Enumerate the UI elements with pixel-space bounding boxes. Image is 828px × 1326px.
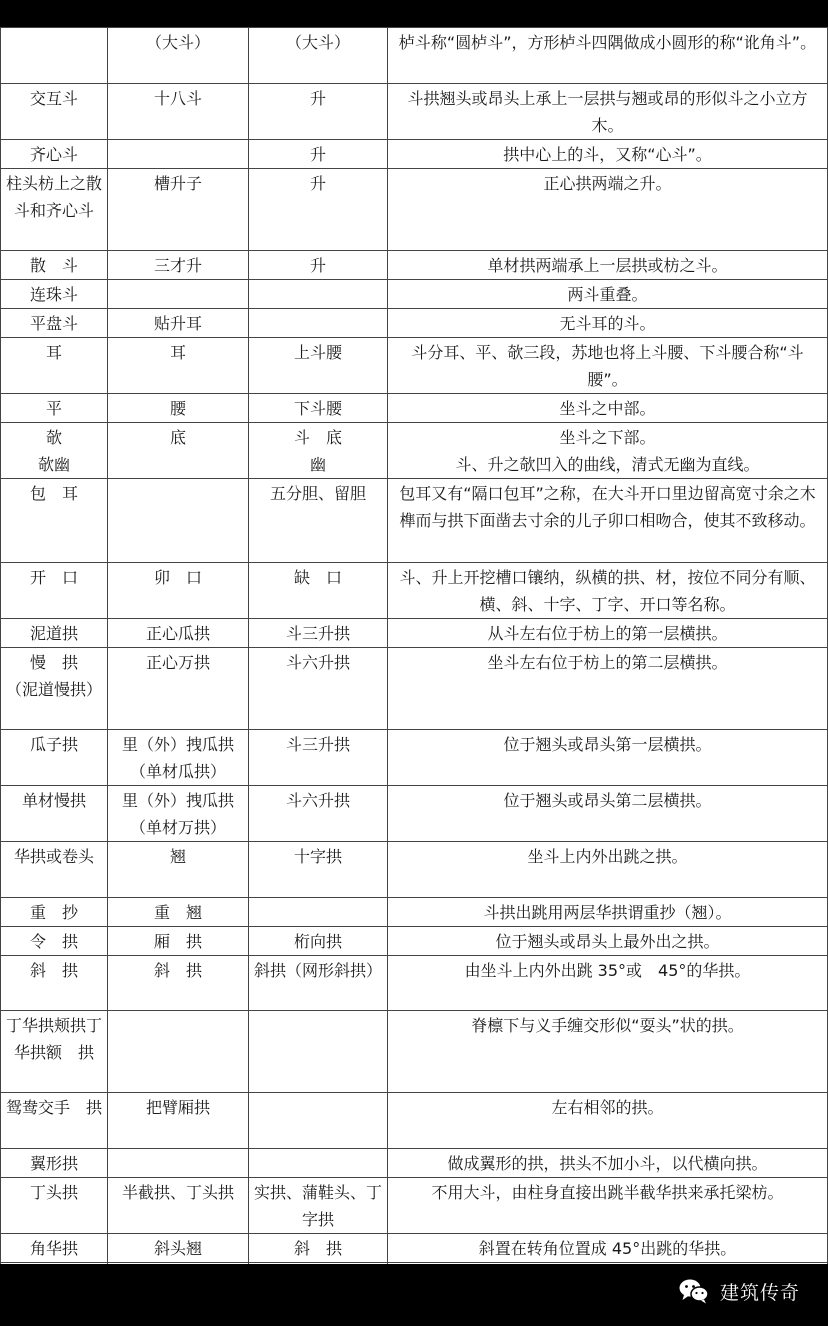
term-cell: 连珠斗 — [1, 280, 108, 309]
term-cell: 欹 欹幽 — [1, 423, 108, 479]
description-cell: 斜置在转角位置成 45°出跳的华拱。 — [388, 1234, 828, 1263]
other-term-cell — [249, 1011, 388, 1093]
term-cell: 斜 拱 — [1, 956, 108, 1011]
description-cell: 包耳又有“隔口包耳”之称，在大斗开口里边留高宽寸余之木榫而与拱下面凿去寸余的儿子卯口相吻合，使其不致移动。 — [388, 479, 828, 563]
description-cell: 栌斗称“圆栌斗”，方形栌斗四隅做成小圆形的称“讹角斗”。 — [388, 28, 828, 84]
table-row — [1, 619, 828, 648]
description-cell: 斗、升上开挖槽口镶纳，纵横的拱、材，按位不同分有顺、横、斜、十字、丁字、开口等名称。 — [388, 563, 828, 619]
alt-term-cell: 腰 — [108, 394, 249, 423]
alt-term-cell — [108, 140, 249, 169]
description-cell: 脊檩下与义手缠交形似“耍头”状的拱。 — [388, 1011, 828, 1093]
description-cell: 坐斗上内外出跳之拱。 — [388, 842, 828, 898]
bracket-terminology-table — [0, 27, 828, 1292]
description-cell: 不用大斗，由柱身直接出跳半截华拱来承托梁枋。 — [388, 1178, 828, 1234]
alt-term-cell — [108, 479, 249, 563]
term-cell — [1, 28, 108, 84]
table-row — [1, 479, 828, 563]
other-term-cell: 斜 拱 — [249, 1234, 388, 1263]
alt-term-cell: 贴升耳 — [108, 309, 249, 338]
other-term-cell: 斗六升拱 — [249, 648, 388, 730]
table-row — [1, 28, 828, 84]
description-cell: 由坐斗上内外出跳 35°或 45°的华拱。 — [388, 956, 828, 1011]
alt-term-cell: 正心万拱 — [108, 648, 249, 730]
alt-term-cell: 把臂厢拱 — [108, 1093, 249, 1149]
description-cell: 两斗重叠。 — [388, 280, 828, 309]
other-term-cell: 斗三升拱 — [249, 730, 388, 786]
table-row — [1, 898, 828, 927]
table-row — [1, 927, 828, 956]
alt-term-cell — [108, 280, 249, 309]
alt-term-cell: 半截拱、丁头拱 — [108, 1178, 249, 1234]
alt-term-cell: 斜 拱 — [108, 956, 249, 1011]
table-row — [1, 1093, 828, 1149]
description-cell: 位于翘头或昂头第一层横拱。 — [388, 730, 828, 786]
other-term-cell — [249, 309, 388, 338]
alt-term-cell — [108, 1011, 249, 1093]
table-row — [1, 956, 828, 1011]
alt-term-cell: 重 翘 — [108, 898, 249, 927]
term-cell: 令 拱 — [1, 927, 108, 956]
table-row — [1, 1234, 828, 1263]
top-black-bar — [0, 0, 828, 27]
other-term-cell: 桁向拱 — [249, 927, 388, 956]
other-term-cell: （大斗） — [249, 28, 388, 84]
other-term-cell — [249, 280, 388, 309]
term-cell: 齐心斗 — [1, 140, 108, 169]
term-cell: 瓜子拱 — [1, 730, 108, 786]
other-term-cell — [249, 1093, 388, 1149]
table-row — [1, 730, 828, 786]
alt-term-cell: 厢 拱 — [108, 927, 249, 956]
description-cell: 单材拱两端承上一层拱或枋之斗。 — [388, 251, 828, 280]
other-term-cell: 升 — [249, 140, 388, 169]
alt-term-cell: 里（外）拽瓜拱 （单材瓜拱） — [108, 730, 249, 786]
table-row — [1, 423, 828, 479]
term-cell: 平 — [1, 394, 108, 423]
description-cell: 左右相邻的拱。 — [388, 1093, 828, 1149]
other-term-cell: 上斗腰 — [249, 338, 388, 394]
table-row — [1, 1149, 828, 1178]
description-cell: 斗拱翘头或昂头上承上一层拱与翘或昂的形似斗之小立方木。 — [388, 84, 828, 140]
term-cell: 慢 拱 （泥道慢拱） — [1, 648, 108, 730]
alt-term-cell: （大斗） — [108, 28, 249, 84]
alt-term-cell: 正心瓜拱 — [108, 619, 249, 648]
wechat-watermark — [678, 1277, 800, 1305]
other-term-cell: 斗六升拱 — [249, 786, 388, 842]
description-cell: 从斗左右位于枋上的第一层横拱。 — [388, 619, 828, 648]
term-cell: 鸳鸯交手 拱 — [1, 1093, 108, 1149]
description-cell: 斗分耳、平、欹三段，苏地也将上斗腰、下斗腰合称“斗腰”。 — [388, 338, 828, 394]
other-term-cell: 升 — [249, 251, 388, 280]
table-row — [1, 309, 828, 338]
description-cell: 斗拱出跳用两层华拱谓重抄（翘）。 — [388, 898, 828, 927]
alt-term-cell: 底 — [108, 423, 249, 479]
term-cell: 单材慢拱 — [1, 786, 108, 842]
account-name: 建筑传奇 — [719, 1281, 800, 1304]
term-cell: 交互斗 — [1, 84, 108, 140]
alt-term-cell: 十八斗 — [108, 84, 249, 140]
other-term-cell: 缺 口 — [249, 563, 388, 619]
alt-term-cell — [108, 1149, 249, 1178]
alt-term-cell: 耳 — [108, 338, 249, 394]
description-cell: 做成翼形的拱，拱头不加小斗，以代横向拱。 — [388, 1149, 828, 1178]
other-term-cell — [249, 1149, 388, 1178]
wechat-icon — [678, 1277, 710, 1305]
table-row — [1, 84, 828, 140]
term-cell: 泥道拱 — [1, 619, 108, 648]
table-row — [1, 280, 828, 309]
bottom-black-bar — [0, 1264, 828, 1326]
other-term-cell: 升 — [249, 84, 388, 140]
term-cell: 角华拱 — [1, 1234, 108, 1263]
table-row — [1, 394, 828, 423]
term-cell: 丁华拱颊拱丁华拱额 拱 — [1, 1011, 108, 1093]
term-cell: 平盘斗 — [1, 309, 108, 338]
term-cell: 华拱或卷头 — [1, 842, 108, 898]
alt-term-cell: 卯 口 — [108, 563, 249, 619]
alt-term-cell: 三才升 — [108, 251, 249, 280]
term-cell: 重 抄 — [1, 898, 108, 927]
other-term-cell: 十字拱 — [249, 842, 388, 898]
description-cell: 拱中心上的斗，又称“心斗”。 — [388, 140, 828, 169]
description-cell: 正心拱两端之升。 — [388, 169, 828, 251]
term-cell: 丁头拱 — [1, 1178, 108, 1234]
other-term-cell: 斗三升拱 — [249, 619, 388, 648]
table-row — [1, 1178, 828, 1234]
other-term-cell: 五分胆、留胆 — [249, 479, 388, 563]
table-row — [1, 1011, 828, 1093]
other-term-cell: 实拱、蒲鞋头、丁字拱 — [249, 1178, 388, 1234]
description-cell: 位于翘头或昂头上最外出之拱。 — [388, 927, 828, 956]
alt-term-cell: 斜头翘 — [108, 1234, 249, 1263]
document-page — [0, 27, 828, 1264]
table-row — [1, 251, 828, 280]
term-cell: 包 耳 — [1, 479, 108, 563]
table-body — [1, 28, 828, 1292]
term-cell: 翼形拱 — [1, 1149, 108, 1178]
other-term-cell: 升 — [249, 169, 388, 251]
table-row — [1, 563, 828, 619]
term-cell: 散 斗 — [1, 251, 108, 280]
alt-term-cell: 里（外）拽瓜拱 （单材万拱） — [108, 786, 249, 842]
other-term-cell — [249, 898, 388, 927]
other-term-cell: 斗 底 幽 — [249, 423, 388, 479]
table-row — [1, 338, 828, 394]
description-cell: 坐斗左右位于枋上的第二层横拱。 — [388, 648, 828, 730]
table-row — [1, 169, 828, 251]
alt-term-cell: 翘 — [108, 842, 249, 898]
table-row — [1, 648, 828, 730]
table-row — [1, 786, 828, 842]
term-cell: 开 口 — [1, 563, 108, 619]
description-cell: 位于翘头或昂头第二层横拱。 — [388, 786, 828, 842]
term-cell: 柱头枋上之散斗和齐心斗 — [1, 169, 108, 251]
table-row — [1, 842, 828, 898]
table-row — [1, 140, 828, 169]
term-cell: 耳 — [1, 338, 108, 394]
description-cell: 无斗耳的斗。 — [388, 309, 828, 338]
description-cell: 坐斗之下部。 斗、升之欹凹入的曲线，清式无幽为直线。 — [388, 423, 828, 479]
description-cell: 坐斗之中部。 — [388, 394, 828, 423]
other-term-cell: 斜拱（网形斜拱） — [249, 956, 388, 1011]
other-term-cell: 下斗腰 — [249, 394, 388, 423]
alt-term-cell: 槽升子 — [108, 169, 249, 251]
